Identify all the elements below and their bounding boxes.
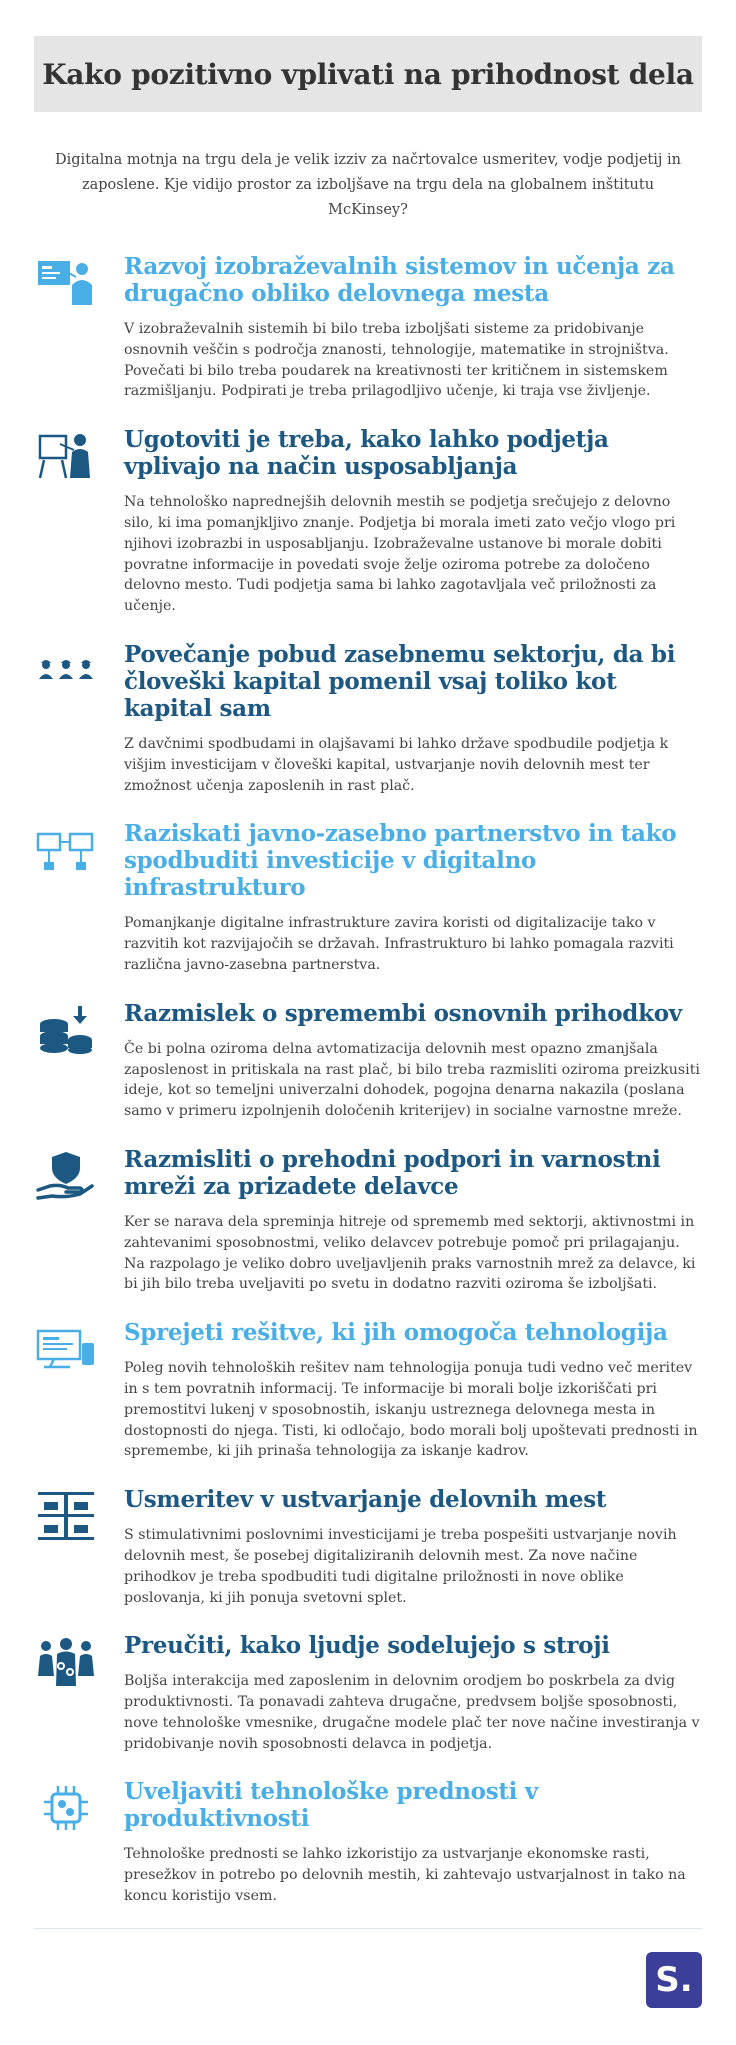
section-text: S stimulativnimi poslovnimi investicijami je treba pospešiti ustvarjanje novih delovnih mest, še posebej digitaliziranih delovnih mest. Za nove načine prihodkov je treba spodbuditi tudi digitalne priložnosti in nove oblike poslovanja, ki jih ponuja svetovni splet. (124, 1527, 677, 1606)
section-human-machine (34, 1632, 702, 1754)
section-partnership (34, 820, 702, 975)
section-text: V izobraževalnih sistemih bi bilo treba izboljšati sisteme za pridobivanje osnovnih veščin s področja znanosti, tehnologije, matematike in strojništva. Povečati bi bilo treba poudarek na kreativnosti ter kritičnem in sistemskem razmišljanju. Podpirati je treba prilagodljivo učenje, ki traja vse življenje. (124, 321, 669, 400)
section-heading: Uveljaviti tehnološke prednosti v produktivnosti (124, 1778, 538, 1833)
coins-icon (34, 1002, 98, 1058)
title-banner (34, 36, 702, 112)
section-income (34, 1000, 702, 1122)
section-text: Boljša interakcija med zaposlenim in delovnim orodjem bo poskrbela za dvig produktivnosti. Ta ponavadi zahteva drugačne, predvsem boljše sposobnosti, nove tehnološke vmesnike, drugačne modele plač ter nove načine investiranja v pridobivanje novih sposobnosti delavca in podjetja. (124, 1673, 700, 1752)
section-text: Na tehnološko naprednejših delovnih mestih se podjetja srečujejo z delovno silo, ki ima pomanjkljivo znanje. Podjetja bi morala imeti zato večjo vlogo pri njihovi izobrazbi in usposabljanju. Izobraževalne ustanove bi morale dobiti povratne informacije in povedati svoje želje oziroma potrebe za določeno delovno mesto. Tudi podjetja sama bi lahko zagotavljala več priložnosti za učenje. (124, 494, 676, 615)
section-incentives (34, 641, 702, 796)
section-job-creation (34, 1486, 702, 1608)
section-heading: Usmeritev v ustvarjanje delovnih mest (124, 1486, 607, 1514)
page-title: Kako pozitivno vplivati na prihodnost dela (42, 57, 694, 91)
section-heading: Preučiti, kako ljudje sodelujejo s stroji (124, 1632, 610, 1660)
section-training (34, 426, 702, 617)
section-heading: Razvoj izobraževalnih sistemov in učenja za drugačno obliko delovnega mesta (124, 253, 675, 307)
sections-list (34, 253, 702, 1907)
section-heading: Sprejeti rešitve, ki jih omogoča tehnologija (124, 1319, 668, 1347)
devices-icon (34, 1321, 98, 1377)
section-heading: Razmislek o spremembi osnovnih prihodkov (124, 999, 682, 1027)
section-heading: Raziskati javno-zasebno partnerstvo in tako spodbuditi investicije v digitalno infrastrukturo (124, 820, 677, 902)
workers-icon (34, 643, 98, 699)
network-icon (34, 822, 98, 878)
shield-hand-icon (34, 1148, 98, 1204)
section-text: Z davčnimi spodbudami in olajšavami bi lahko države spodbudile podjetja k višjim investicijam v človeški kapital, ustvarjanje novih delovnih mest ter zmožnost učenja zaposlenih in rast plač. (124, 735, 669, 794)
chip-icon (34, 1780, 98, 1836)
teacher-icon (34, 428, 98, 484)
brand-logo[interactable]: S. (646, 1952, 702, 2008)
section-heading: Razmisliti o prehodni podpori in varnostni mreži za prizadete delavce (124, 1145, 661, 1200)
section-text: Pomanjkanje digitalne infrastrukture zavira koristi od digitalizacije tako v razvitih kot razvijajočih se državah. Infrastrukturo bi lahko pomagala razviti različna javno-zasebna partnerstva. (124, 915, 674, 973)
section-safety-net (34, 1146, 702, 1295)
section-text: Ker se narava dela spreminja hitreje od sprememb med sektorji, aktivnostmi in zahtevanimi sposobnostmi, veliko delavcev potrebuje pomoč pri prilagajanju. Na razpolago je veliko dobro uveljavljenih praks varnostnih mrež za delavce, ki bi jih bilo treba uveljaviti po svetu in dodatno razviti oziroma še izboljšati. (124, 1213, 696, 1293)
classroom-icon (34, 255, 98, 311)
section-heading: Povečanje pobud zasebnemu sektorju, da bi človeški kapital pomenil vsaj toliko kot kapital sam (124, 640, 676, 722)
section-education (34, 253, 702, 402)
team-gears-icon (34, 1634, 98, 1690)
section-text: Poleg novih tehnoloških rešitev nam tehnologija ponuja tudi vedno več meritev in s tem povratnih informacij. Te informacije bi morali bolje izkoriščati pri premostitvi lukenj v sposobnostih, iskanju ustreznega delovnega mesta in dostopnosti do njega. Tisti, ki odločajo, bodo morali bolj upoštevati prednosti in spremembe, ki jih prinaša tehnologija za iskanje kadrov. (124, 1360, 698, 1460)
footer-divider (34, 1928, 702, 1929)
office-icon (34, 1488, 98, 1544)
section-text: Tehnološke prednosti se lahko izkoristijo za ustvarjanje ekonomske rasti, presežkov in potrebo po delovnih mestih, ki zahtevajo ustvarjalnost in tako na koncu koristijo vsem. (124, 1846, 686, 1905)
section-productivity (34, 1778, 702, 1906)
section-heading: Ugotoviti je treba, kako lahko podjetja vplivajo na način usposabljanja (124, 426, 609, 481)
section-text: Če bi polna oziroma delna avtomatizacija delovnih mest opazno zmanjšala zaposlenost in pritiskala na rast plač, bi bilo treba razmisliti oziroma preizkusiti ideje, kot so temeljni univerzalni dohodek, pogojna denarna nakazila (poslana samo v primeru izpolnjenih določenih kriterijev) in socialne varnostne mreže. (124, 1040, 700, 1120)
section-technology (34, 1319, 702, 1462)
intro-paragraph: Digitalna motnja na trgu dela je velik izziv za načrtovalce usmeritev, vodje podjetij in zaposlene. Kje vidijo prostor za izboljšave na trgu dela na globalnem inštitutu McKinsey? (55, 152, 681, 218)
